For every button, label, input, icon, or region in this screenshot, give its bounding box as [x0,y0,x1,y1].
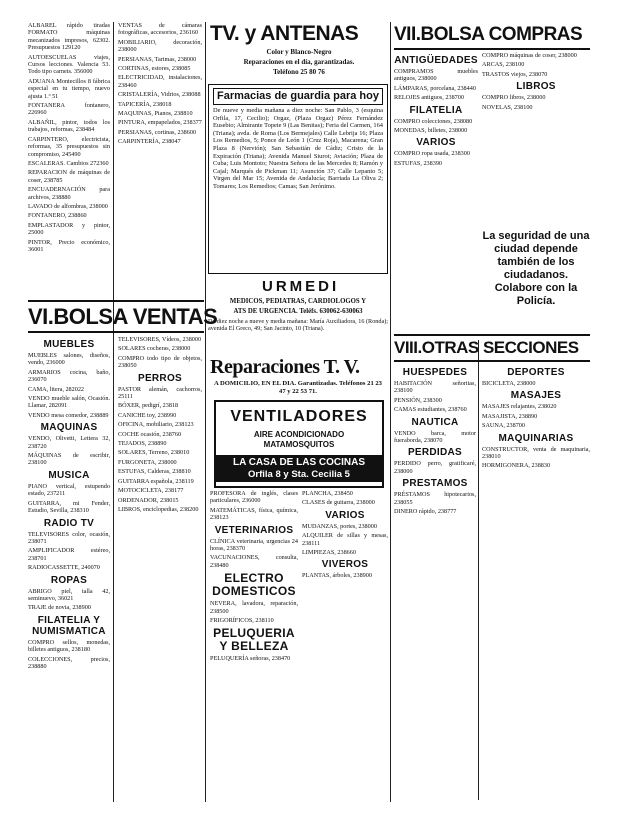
column-rule [113,22,114,802]
ad-text: COLECCIONES, precios, 238880 [28,655,110,670]
ad-text: COMPRO libros, 238000 [482,94,546,102]
ad-text: CONSTRUCTOR, venta de maquinaria, 238010 [482,445,590,461]
ad-text: PINTOR, Precio económico, 36001 [28,238,110,253]
ad-text: MÁQUINAS de escribir, 238100 [28,452,110,467]
ad-text: ENCUADERNACIÓN para archivos, 238880 [28,186,110,201]
ventiladores-title: VENTILADORES [230,408,368,425]
ad-text: ORDENADOR, 238015 [118,496,179,504]
urmedi-line: MEDICOS, PEDIATRAS, CARDIOLOGOS Y [229,298,367,305]
ad-text: PINTURA, empapelados, 238377 [118,119,202,127]
filatelia-numismatica-heading: FILATELIA Y NUMISMATICA [32,614,106,637]
ad-text: MONEDAS, billetes, 238000 [394,127,468,135]
ad-text: ALBAÑIL, pintor, todos los trabajos, reformas, 238484 [28,118,110,134]
ad-text: ELECTRICIDAD, instalaciones, 238460 [118,74,202,89]
ad-text: PLANTAS, árboles, 238900 [302,572,372,580]
ad-text: ALBAREL rápido tiradas FORMATO máquinas mecanizados impresos, 62302. Presupuestos 129120 [28,22,110,52]
muebles-heading: MUEBLES [43,339,95,350]
ad-text: COMPRO ropa usada, 238300 [394,150,470,158]
ad-text: HABITACIÓN señoritas, 238100 [394,380,476,395]
center-left-lower [210,490,298,802]
ad-text: PROFESORA de inglés, clases particulares, 236000 [210,490,298,505]
viveros-heading: VIVEROS [321,559,369,571]
ad-text: MUDANZAS, portes, 238000 [302,522,377,530]
urmedi-block [208,298,388,338]
ad-text: COMPRO todo tipo de objetos, 238050 [118,354,202,370]
ad-text: MATEMÁTICAS, física, química, 238123 [210,506,298,522]
ad-text: COMPRO colecciones, 238080 [394,117,473,125]
bolsa-compras-title: VII.BOLSA COMPRAS [394,24,583,45]
electrodomesticos-heading: ELECTRO DOMESTICOS [212,571,296,599]
ad-text: CRISTALERÍA, Vidrios, 238088 [118,91,201,99]
column-rule [390,22,391,802]
cocinas-address: Orfila 8 y Sta. Cecilia 5 [216,469,382,482]
ventiladores-sub: AIRE ACONDICIONADO [253,430,345,439]
section-rule [394,48,590,50]
ad-text: ALQUILER de sillas y mesas, 238111 [302,532,388,547]
section-rule [28,300,204,302]
otras-secciones-title: VIII.OTRAS SECCIONES [394,338,579,357]
varios-compras-heading: VARIOS [416,137,456,149]
tv-antenas-title: TV. y ANTENAS [210,22,359,45]
secciones-left [394,364,476,804]
column-rule [205,22,206,802]
farmacias-body [213,107,383,267]
ad-text: FURGONETA, 238000 [118,458,177,466]
secciones-right [482,364,590,804]
ad-text: PENSIÓN, 238300 [394,396,442,404]
ad-text: LAVADO de alfombras, 238000 [28,202,108,210]
ad-text: COMPRAMOS muebles antiguos, 238000 [394,68,478,83]
ad-text: AUTOESCUELAS viajes, Cursos lecciones. Valencia 53. Todo tipo carnets. 356000 [28,53,110,76]
ad-text: ESTUFAS, 238390 [394,159,443,167]
ad-text: OFICINA, mobiliario, 238123 [118,421,194,429]
urmedi-title: URMEDI [262,278,340,295]
ad-text: LÁMPARAS, porcelana, 238440 [394,84,476,92]
ad-text: AMPLIFICADOR estéreo, 238701 [28,547,110,562]
ad-text: MASAJISTA, 238890 [482,412,538,420]
ad-text: TEJADOS, 238890 [118,440,167,448]
perros-heading: PERROS [137,372,183,384]
ad-text: ADUANA Montecillos 8 fábrica especial en tu tiempo, nuevo ajusta 1.º 51 [28,77,110,100]
musica-heading: MUSICA [48,469,90,481]
ad-text: LIMPIEZAS, 238660 [302,549,356,557]
ad-text: MOBILIARIO, decoración, 238000 [118,38,202,54]
antiguedades-heading: ANTIGÜEDADES [394,55,478,66]
ad-text: COCHE ocasión, 238760 [118,430,182,438]
ad-text: VENDO barca, motor fueraborda, 238070 [394,429,476,445]
ad-text: TRASTOS viejos, 238070 [482,70,548,78]
cocinas-title: LA CASA DE LAS COCINAS [216,455,382,469]
filatelia-heading: FILATELIA [409,104,463,116]
maquinarias-heading: MAQUINARIAS [498,432,574,444]
ad-text: VENDO mesa comedor, 238889 [28,411,109,419]
col2-top [118,22,202,297]
section-rule [394,360,590,362]
ad-text: LIBROS, enciclopedias, 238200 [118,505,199,513]
ad-text: CAMAS estudiantes, 238760 [394,406,467,414]
ad-text: VENDO, Olivetti, Lettera 32, 238720 [28,435,110,450]
ad-text: PERSIANAS, Tarimas, 238000 [118,55,197,63]
ad-text: COMPRO máquinas de coser, 238000 [482,52,577,59]
ad-text: FONTANERA fontanero, 226960 [28,102,110,117]
ad-text: MASAJES relajantes, 238020 [482,403,557,411]
ad-text: MUEBLES salones, diseños, vendo, 236000 [28,352,110,367]
farmacias-text: De nueve y media mañana a diez noche: San Pablo, 3 (esquina Orfila, 17, Cecilio); Orgaz, (Plaza Orgaz) Pérez Fernández Eusebio; Almirante Topete 9 (Las Benitas); Feria del Carmen, 164 (Triana); avda. de Roma (Los Bermejales) Calle Lebrija 16; Plaza Los Remedios, 5; Ponce de León 1 (Cruz Roja), Macarena; Gran Plaza 8 (Nervión); San Sebastián de Cádiz; Cristo de la Expiración (Triana); Avenida Manuel Siurot; Aviación; Plaza de Cuba; Luis Montoto; Nuestra Señora de las Mercedes 8; Ramón y Cajal; Marqués de Pickman 11; Asunción 37; Calle Lepanto 5; Virgen del Mar 15; Avenida de Andalucía; Barriada La Oliva 2; Tomares; Los Remedios; Camas; San Jerónimo. [213,107,383,190]
ad-text: SAUNA, 238700 [482,422,525,430]
ad-text: VACUNACIONES, consulta, 238480 [210,554,298,569]
urmedi-text: De diez noche a nueve y media mañana: María Auxiliadora, 16 (Ronda); avenida El Greco, 49; San Jacinto, 10 (Triana). [208,318,388,333]
ad-text: MAQUINAS, Pianos, 238810 [118,110,193,118]
deportes-heading: DEPORTES [507,367,565,378]
ad-text: HORMIGONERA, 238830 [482,462,551,470]
ad-text: PERSIANAS, cortinas, 238600 [118,128,197,136]
ad-text: VENTAS de cámaras fotográficas, accesorios, 236160 [118,22,202,37]
ad-text: TAPICERÍA, 238018 [118,100,172,108]
ad-text: ARCAS, 238100 [482,61,525,69]
ad-text: ARMARIOS cocina, baño, 236070 [28,368,110,384]
ad-text: PLANCHA, 238450 [302,490,353,497]
varios-heading: VARIOS [325,509,365,521]
ad-text: CANICHE toy, 238990 [118,411,177,419]
ad-text: BICICLETA, 238000 [482,380,536,387]
ad-text: ESTUFAS, Calderas, 238810 [118,468,191,476]
ad-text: PASTOR alemán, cachorros, 25111 [118,385,202,401]
ad-text: TRAJE de novia, 238900 [28,604,91,612]
ad-text: ESCALERAS. Cambios 272360 [28,159,109,167]
prestamos-heading: PRESTAMOS [402,478,468,490]
col2-bottom [118,336,202,806]
perdidas-heading: PERDIDAS [407,447,463,459]
ad-text: NEVERA, lavadora, reparación, 238500 [210,600,298,615]
ad-text: CORTINAS, estores, 238085 [118,65,191,73]
ad-text: PRÉSTAMOS hipotecarios, 238055 [394,491,476,506]
tv-line: Color y Blanco-Negro [266,48,332,56]
reparaciones-title: Reparaciones T. V. [210,356,360,378]
ad-text: TELEVISORES color, ocasión, 238071 [28,530,110,545]
ad-text: CARPINTERÍA, 238047 [118,138,181,146]
ad-text: BÓXER, pedigrí, 23818 [118,402,179,410]
ad-text: ABRIGO piel, talla 42, seminuevo, 36021 [28,587,110,602]
police-notice: La seguridad de una ciudad depende también de los ciudadanos. Colabore con la Policía. [482,230,590,307]
section-rule [394,334,590,336]
ad-text: FONTANERO, 238860 [28,212,87,220]
ad-text: EMPLASTADOR y pintor, 25000 [28,221,110,237]
col1-top [28,22,110,297]
ad-text: FRIGORÍFICOS, 238110 [210,617,274,625]
center-right-lower [302,490,388,802]
masajes-heading: MASAJES [510,390,562,402]
ad-text: PELUQUERÍA señoras, 238470 [210,655,291,663]
col1-bottom [28,336,110,806]
nautica-heading: NAUTICA [411,416,459,428]
compras-left [394,52,478,337]
ad-text: TELEVISORES, Vídeos, 238000 [118,336,202,343]
maquinas-heading: MAQUINAS [40,422,98,434]
ventiladores-ad [214,400,384,488]
farmacias-title: Farmacias de guardia para hoy [213,88,383,105]
ad-text: PIANO vertical, estupendo estado, 237211 [28,482,110,498]
ad-text: REPARACION de máquinas de coser, 238785 [28,169,110,184]
reparaciones-block [210,380,386,396]
column-rule [478,340,479,800]
ad-text: NOVELAS, 238100 [482,103,533,111]
ad-text: GUITARRA española, 238119 [118,477,194,485]
ad-text: CARPINTERO, electricista, reformas, 35 presupuestos sin compromiso, 245490 [28,135,110,158]
ventiladores-sub: MATAMOSQUITOS [263,440,335,449]
ad-text: RELOJES antiguos, 238700 [394,94,464,102]
peluqueria-heading: PELUQUERIA Y BELLEZA [213,626,295,654]
libros-heading: LIBROS [516,81,556,93]
tv-line: Reparaciones en el día, garantizadas. [243,58,355,66]
tv-antenas-text [210,48,388,80]
veterinarios-heading: VETERINARIOS [214,524,294,536]
ad-text: PERDIDO perro, gratificaré, 238000 [394,460,476,475]
ad-text: GUITARRA, mi Fender, Estudio, Sevilla, 238310 [28,499,110,515]
farmacias-box [208,84,388,274]
ad-text: SOLARES cocheras, 238000 [118,345,191,353]
ad-text: COMPRO sellos, monedas, billetes antiguos, 238180 [28,638,110,654]
ad-text: MOTOCICLETA, 238177 [118,487,184,495]
ad-text: CAMA, litera, 282022 [28,385,85,393]
ad-text: CLÍNICA veterinaria, urgencias 24 horas, 238370 [210,537,298,553]
bolsa-ventas-title: VI.BOLSA VENTAS [28,304,218,329]
ropas-heading: ROPAS [50,574,88,586]
ad-text: RADIOCASSETTE, 240070 [28,564,100,572]
ad-text: VENDO mueble salón, Ocasión. Llamar, 282091 [28,395,110,410]
compras-right [482,52,590,232]
ad-text: CLASES de guitarra, 238000 [302,499,375,507]
huespedes-heading: HUESPEDES [402,367,468,378]
section-rule [28,331,204,333]
reparaciones-text: A DOMICILIO, EN EL DIA. Garantizadas. Teléfonos 21 23 47 y 22 53 71. [214,380,382,395]
ad-text: SOLARES, Terreno, 238010 [118,449,190,457]
tv-line: Teléfono 25 80 76 [273,68,325,76]
radio-tv-heading: RADIO TV [43,517,95,529]
urmedi-line: ATS DE URGENCIA. Teléfs. 630062-630063 [233,308,363,315]
ad-text: DINERO rápido, 238777 [394,508,457,516]
